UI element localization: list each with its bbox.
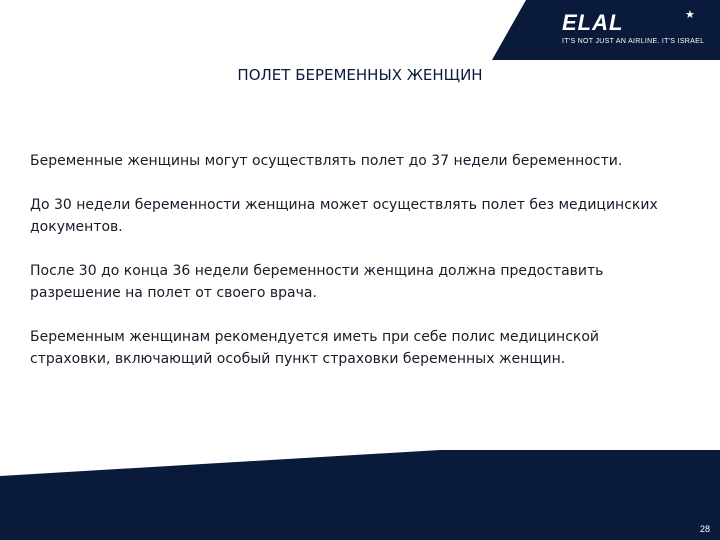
page-number: 28 <box>699 524 710 534</box>
footer-band-diagonal <box>0 450 440 476</box>
brand-tagline: IT'S NOT JUST AN AIRLINE. IT'S ISRAEL <box>562 38 705 45</box>
star-icon: ★ <box>685 9 695 21</box>
brand-logo: ELAL <box>562 10 624 35</box>
paragraph-insurance: Беременным женщинам рекомендуется иметь при себе полис медицинской страховки, включающий особый пункт страховки беременных женщин. <box>30 329 600 367</box>
paragraph-30-weeks: До 30 недели беременности женщина может осуществлять полет без медицинских документов. <box>30 197 658 235</box>
paragraph-doctor-permission: После 30 до конца 36 недели беременности женщина должна предоставить разрешение на полет от своего врача. <box>30 263 604 301</box>
slide-title: ПОЛЕТ БЕРЕМЕННЫХ ЖЕНЩИН <box>237 66 483 84</box>
paragraph-37-weeks: Беременные женщины могут осуществлять полет до 37 недели беременности. <box>30 153 623 169</box>
logo-banner-diagonal <box>492 0 526 60</box>
